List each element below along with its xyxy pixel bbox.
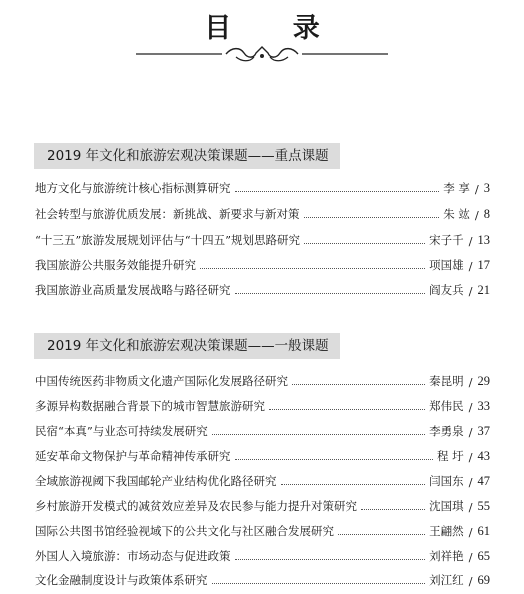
entry-author: 郑伟民 [429,399,464,413]
separator: / [468,425,473,439]
toc-entry[interactable] [35,444,490,464]
entry-title: 我国旅游业高质量发展战略与路径研究 [35,283,231,297]
entry-title: 乡村旅游开发模式的减贫效应差异及农民参与能力提升对策研究 [35,499,357,513]
dot-leader [361,509,425,510]
toc-entry[interactable] [35,394,490,414]
dot-leader [235,191,440,192]
dot-leader [304,217,440,218]
separator: / [468,500,473,514]
entry-author: 沈国琪 [429,499,464,513]
dot-leader [212,583,426,584]
entry-title: 社会转型与旅游优质发展：新挑战、新要求与新对策 [35,207,300,221]
toc-entry[interactable] [35,544,490,564]
dot-leader [200,268,425,269]
dot-leader [235,459,433,460]
dot-leader [235,293,426,294]
entry-author: 刘江红 [429,573,464,587]
section-heading-general-topics: 2019 年文化和旅游宏观决策课题——一般课题 [34,333,340,359]
entry-page: 3 [483,181,490,195]
separator: / [468,400,473,414]
toc-entry[interactable] [35,494,490,514]
separator: / [468,574,473,588]
title-ornament-divider [136,44,388,66]
toc-entry[interactable] [35,253,490,273]
entry-page: 29 [477,374,490,388]
entry-page: 65 [477,549,490,563]
entry-title: 中国传统医药非物质文化遗产国际化发展路径研究 [35,374,288,388]
toc-entry[interactable] [35,202,490,222]
entry-page: 33 [477,399,490,413]
entry-title: 民宿“本真”与业态可持续发展研究 [35,424,208,438]
dot-leader [235,559,426,560]
toc-entry[interactable] [35,568,490,588]
toc-entry[interactable] [35,469,490,489]
entry-author: 项国雄 [429,258,464,272]
entry-author: 阎友兵 [429,283,464,297]
separator: / [468,284,473,298]
entry-author: 闫国东 [429,474,464,488]
entry-title: 延安革命文物保护与革命精神传承研究 [35,449,231,463]
separator: / [474,182,479,196]
entry-page: 21 [477,283,490,297]
separator: / [468,234,473,248]
separator: / [468,375,473,389]
separator: / [474,208,479,222]
section-heading-key-topics: 2019 年文化和旅游宏观决策课题——重点课题 [34,143,340,169]
dot-leader [212,434,425,435]
toc-entry[interactable] [35,419,490,439]
entry-author: 李 享 [443,181,470,195]
toc-entry[interactable] [35,369,490,389]
toc-entry[interactable] [35,519,490,539]
entry-page: 61 [477,524,490,538]
entry-page: 13 [477,233,490,247]
separator: / [468,450,473,464]
dot-leader [269,409,425,410]
dot-leader [292,384,425,385]
entry-page: 37 [477,424,490,438]
entry-title: 国际公共图书馆经验视域下的公共文化与社区融合发展研究 [35,524,334,538]
toc-entry[interactable] [35,228,490,248]
entry-author: 宋子千 [429,233,464,247]
entry-title: 文化金融制度设计与政策体系研究 [35,573,208,587]
entry-page: 8 [483,207,490,221]
dot-leader [304,243,425,244]
entry-page: 47 [477,474,490,488]
entry-author: 朱 竑 [443,207,470,221]
toc-entry[interactable] [35,176,490,196]
separator: / [468,475,473,489]
entry-title: 地方文化与旅游统计核心指标测算研究 [35,181,231,195]
entry-title: 多源异构数据融合背景下的城市智慧旅游研究 [35,399,265,413]
entry-author: 王翩然 [429,524,464,538]
entry-author: 秦昆明 [429,374,464,388]
entry-page: 17 [477,258,490,272]
separator: / [468,259,473,273]
entry-title: 外国人入境旅游：市场动态与促进政策 [35,549,231,563]
entry-title: 我国旅游公共服务效能提升研究 [35,258,196,272]
entry-page: 43 [477,449,490,463]
toc-entry[interactable] [35,278,490,298]
entry-author: 刘祥艳 [429,549,464,563]
entry-title: 全域旅游视阈下我国邮轮产业结构优化路径研究 [35,474,277,488]
dot-leader [281,484,426,485]
page-title: 目 录 [204,13,346,44]
entry-title: “十三五”旅游发展规划评估与“十四五”规划思路研究 [35,233,301,247]
separator: / [468,525,473,539]
separator: / [468,550,473,564]
entry-page: 69 [477,573,490,587]
entry-page: 55 [477,499,490,513]
dot-leader [338,534,425,535]
entry-author: 李勇泉 [429,424,464,438]
entry-author: 程 圩 [436,449,464,463]
